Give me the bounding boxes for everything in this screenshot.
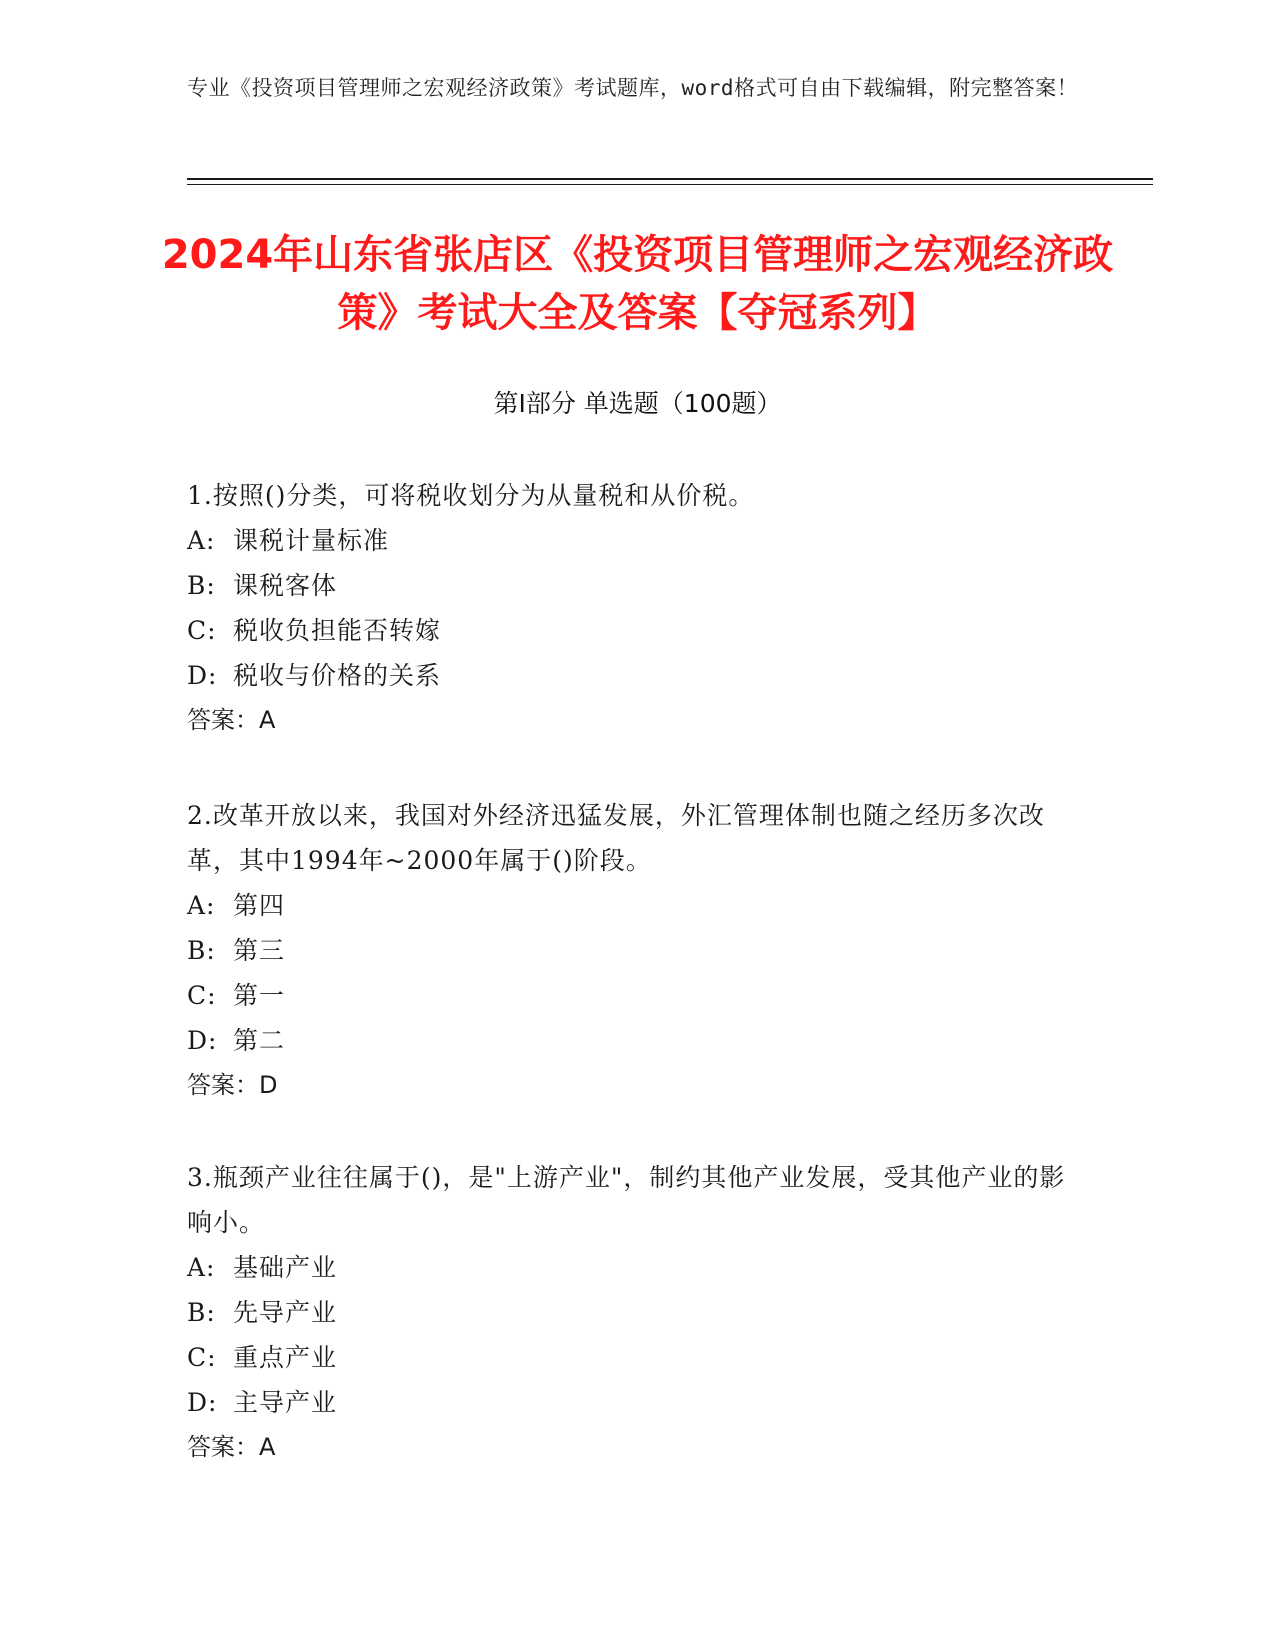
option-b (187, 1290, 1067, 1335)
option-text: 课税计量标准 (233, 526, 390, 555)
option-text: 重点产业 (233, 1343, 338, 1372)
option-text: 主导产业 (233, 1388, 338, 1417)
option-text: 基础产业 (233, 1253, 338, 1282)
option-d (187, 1380, 1067, 1425)
answer: 答案：D (187, 1071, 278, 1099)
option-key: C: (187, 981, 217, 1010)
option-b (187, 563, 1067, 608)
option-d (187, 1018, 1067, 1063)
option-a (187, 883, 1067, 928)
question-1 (187, 473, 1067, 743)
option-key: D: (187, 661, 218, 690)
option-text: 第四 (233, 891, 286, 920)
header-divider-thin (187, 184, 1153, 185)
option-key: D: (187, 1026, 218, 1055)
option-b (187, 928, 1067, 973)
option-a (187, 518, 1067, 563)
option-key: B: (187, 936, 216, 965)
option-key: D: (187, 1388, 218, 1417)
option-text: 税收与价格的关系 (233, 661, 442, 690)
question-stem: 2.改革开放以来，我国对外经济迅猛发展，外汇管理体制也随之经历多次改革，其中1994年~2000年属于()阶段。 (187, 801, 1045, 875)
option-key: B: (187, 1298, 216, 1327)
option-text: 第一 (233, 981, 286, 1010)
option-key: A: (187, 526, 216, 555)
option-key: A: (187, 1253, 216, 1282)
option-c (187, 608, 1067, 653)
option-text: 先导产业 (233, 1298, 338, 1327)
document-title: 2024年山东省张店区《投资项目管理师之宏观经济政策》考试大全及答案【夺冠系列】 (161, 232, 1114, 336)
option-key: C: (187, 616, 217, 645)
option-key: C: (187, 1343, 217, 1372)
option-d (187, 653, 1067, 698)
header-divider-thick (187, 178, 1153, 180)
option-key: B: (187, 571, 216, 600)
option-text: 税收负担能否转嫁 (233, 616, 442, 645)
question-3 (187, 1155, 1067, 1470)
option-key: A: (187, 891, 216, 920)
option-text: 第二 (233, 1026, 286, 1055)
header-note: 专业《投资项目管理师之宏观经济政策》考试题库，word格式可自由下载编辑，附完整答案！ (187, 76, 1079, 100)
answer: 答案：A (187, 706, 276, 734)
option-text: 第三 (233, 936, 286, 965)
option-text: 课税客体 (233, 571, 338, 600)
option-a (187, 1245, 1067, 1290)
option-c (187, 1335, 1067, 1380)
option-c (187, 973, 1067, 1018)
section-title: 第Ⅰ部分 单选题（100题） (493, 389, 782, 418)
question-2 (187, 793, 1067, 1108)
answer: 答案：A (187, 1433, 276, 1461)
question-stem: 1.按照()分类，可将税收划分为从量税和从价税。 (187, 481, 755, 510)
question-stem: 3.瓶颈产业往往属于()，是"上游产业"，制约其他产业发展，受其他产业的影响小。 (187, 1163, 1066, 1237)
